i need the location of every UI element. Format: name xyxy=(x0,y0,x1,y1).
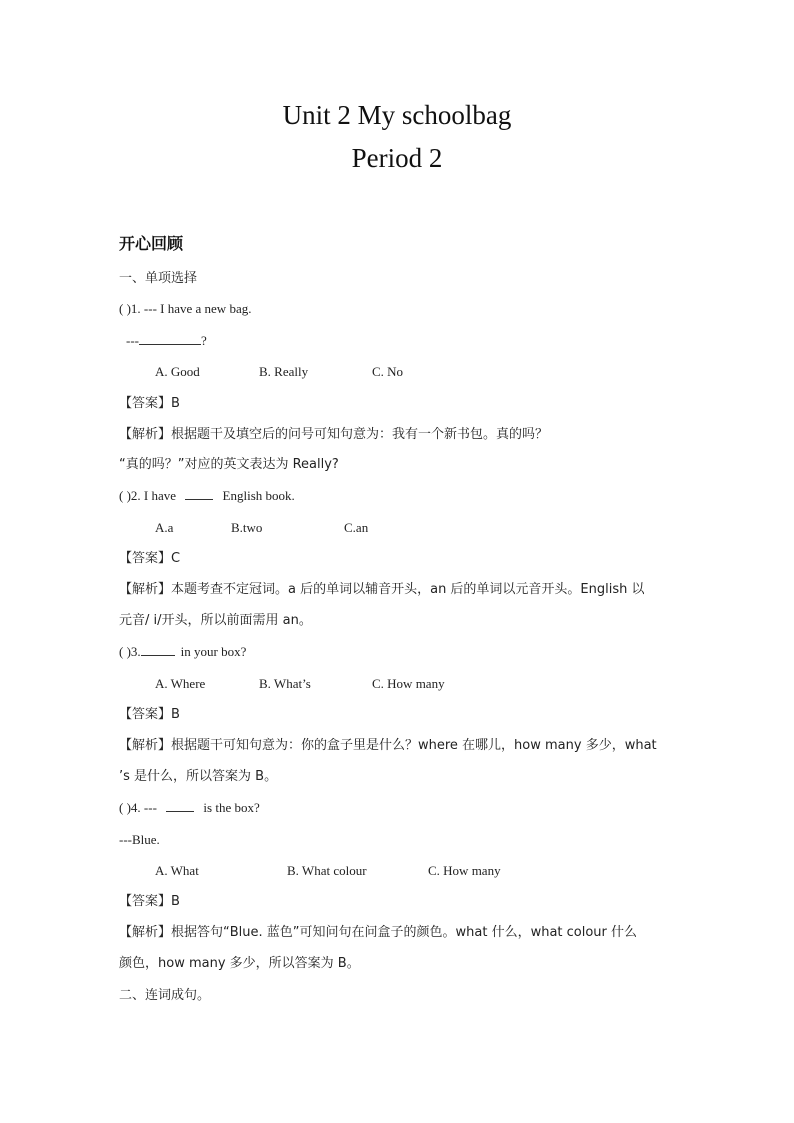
q4-analysis-line1: 【解析】根据答句“Blue. 蓝色”可知问句在问盒子的颜色。what 什么，what colour 什么 xyxy=(119,925,638,940)
q4-option-b: B. What colour xyxy=(287,863,367,878)
q2-option-b: B.two xyxy=(231,520,263,535)
q4-option-a: A. What xyxy=(155,863,199,878)
part1-heading: 一、单项选择 xyxy=(119,271,198,286)
q1-option-a: A. Good xyxy=(155,364,200,379)
q3-stem xyxy=(119,643,246,661)
document-subtitle: Period 2 xyxy=(351,143,443,173)
q3-stem-suffix: in your box? xyxy=(180,644,247,659)
q2-answer: 【答案】C xyxy=(119,551,181,566)
q1-option-c: C. No xyxy=(372,364,404,379)
q1-blank xyxy=(139,332,201,345)
document-title: Unit 2 My schoolbag xyxy=(282,100,512,130)
q4-blank xyxy=(166,799,194,812)
q4-option-c: C. How many xyxy=(428,863,501,878)
part2-heading: 二、连词成句。 xyxy=(119,988,211,1003)
q4-stem-suffix: is the box? xyxy=(203,800,260,815)
q4-analysis-line2: 颜色，how many 多少，所以答案为 B。 xyxy=(119,956,360,971)
q2-stem xyxy=(119,487,295,505)
q4-answer: 【答案】B xyxy=(119,894,180,909)
q4-stem xyxy=(119,799,260,817)
q1-reply-suffix: ? xyxy=(201,333,207,348)
q1-answer: 【答案】B xyxy=(119,396,180,411)
q3-analysis-line1: 【解析】根据题干可知句意为：你的盒子里是什么？where 在哪儿，how many 多少，what xyxy=(119,738,657,753)
q1-analysis-line2: “真的吗？”对应的英文表达为 Really? xyxy=(119,457,339,472)
q2-analysis-line1: 【解析】本题考查不定冠词。a 后的单词以辅音开头，an 后的单词以元音开头。English 以 xyxy=(119,582,645,597)
q2-analysis-line2: 元音/ i/开头，所以前面需用 an。 xyxy=(119,613,312,628)
q3-analysis-line2: ’s 是什么，所以答案为 B。 xyxy=(119,769,278,784)
q1-reply-prefix: --- xyxy=(126,333,139,348)
q3-option-a: A. Where xyxy=(155,676,206,691)
q2-option-a: A.a xyxy=(155,520,174,535)
q2-blank xyxy=(185,487,213,500)
q4-reply: ---Blue. xyxy=(119,832,160,847)
q1-analysis-line1: 【解析】根据题干及填空后的问号可知句意为：我有一个新书包。真的吗？ xyxy=(119,427,549,442)
q2-stem-prefix: ( )2. I have xyxy=(119,488,177,503)
q4-stem-prefix: ( )4. --- xyxy=(119,800,157,815)
q3-stem-prefix: ( )3. xyxy=(119,644,141,659)
q3-answer: 【答案】B xyxy=(119,707,180,722)
q2-stem-suffix: English book. xyxy=(222,488,295,503)
q3-option-c: C. How many xyxy=(372,676,445,691)
q2-option-c: C.an xyxy=(344,520,369,535)
q1-reply xyxy=(126,332,207,350)
q3-option-b: B. What’s xyxy=(259,676,311,691)
q3-blank xyxy=(141,643,175,656)
q1-option-b: B. Really xyxy=(259,364,309,379)
q1-stem: ( )1. --- I have a new bag. xyxy=(119,301,252,316)
section-heading: 开心回顾 xyxy=(119,234,184,253)
